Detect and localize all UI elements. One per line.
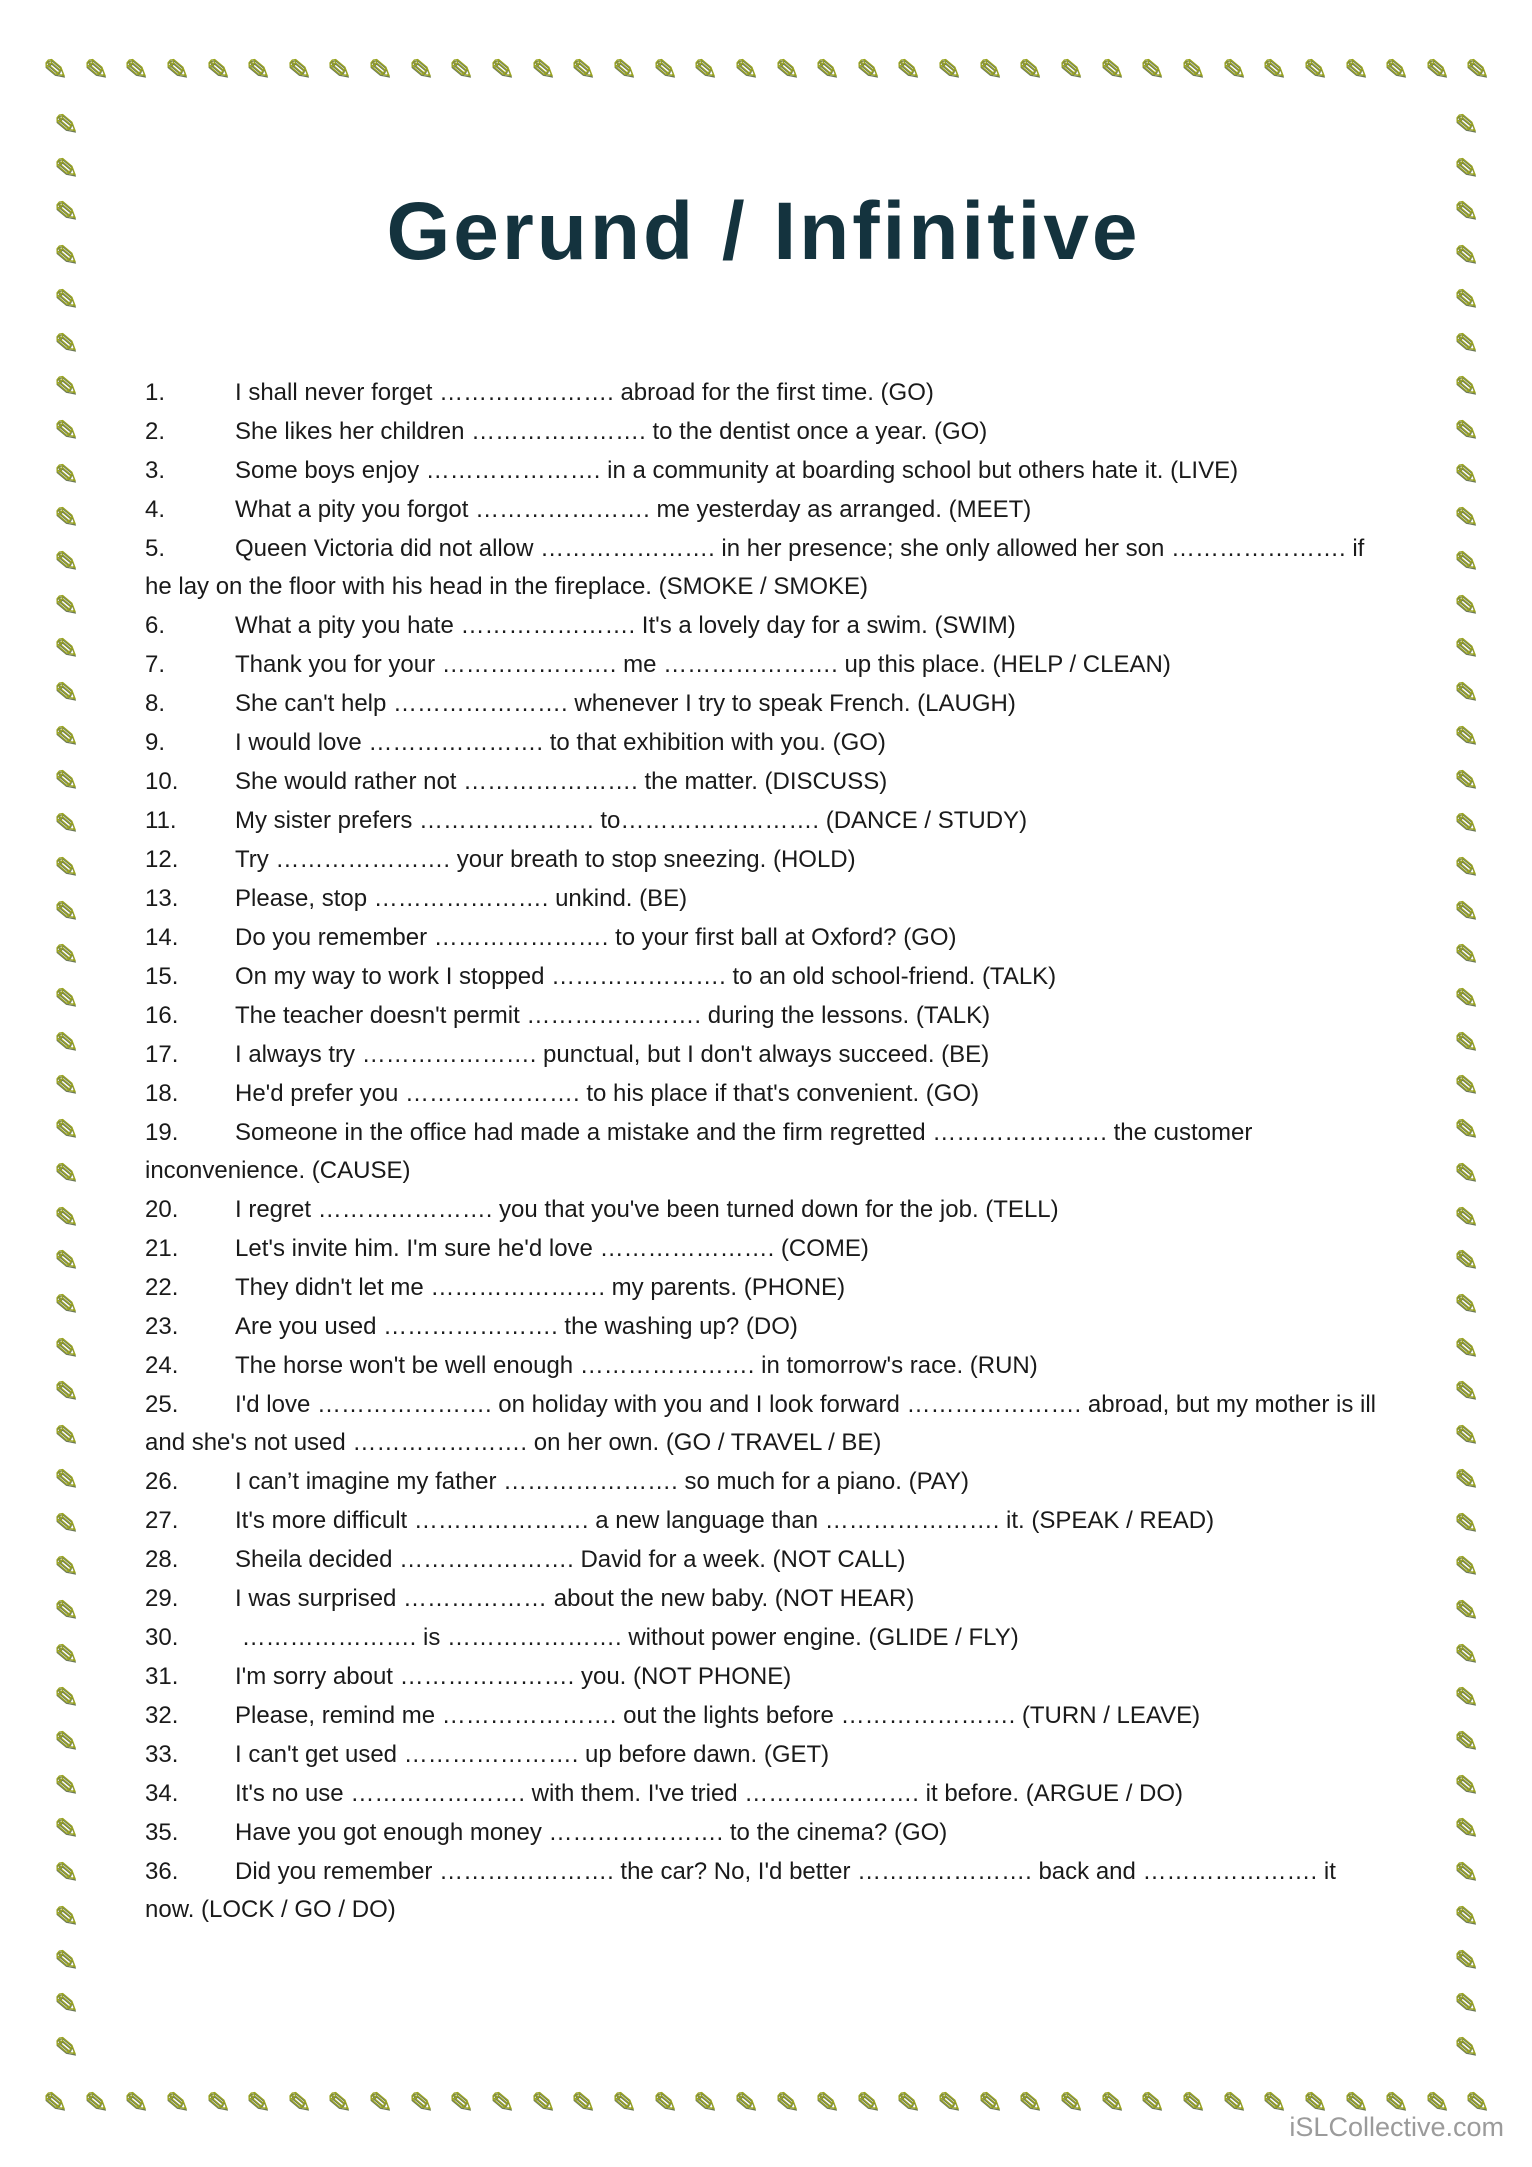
pencil-icon: ✏ (1446, 977, 1487, 1020)
pencil-icon: ✏ (1050, 48, 1092, 91)
item-number: 25. (145, 1391, 179, 1418)
item-text: Please, stop …………………. unkind. (BE) (235, 885, 688, 912)
list-item (145, 1814, 1382, 1852)
pencil-icon: ✏ (1446, 1109, 1487, 1151)
pencil-icon: ✏ (1446, 1983, 1487, 2025)
item-text: Did you remember …………………. the car? No, I'd better …………………. back and …………………. it now. (LOCK / GO / DO) (145, 1858, 1336, 1923)
pencil-icon: ✏ (46, 628, 87, 670)
pencil-icon: ✏ (1446, 1021, 1487, 1064)
list-item (145, 724, 1382, 762)
item-number: 13. (145, 885, 179, 912)
item-number: 9. (145, 729, 166, 756)
pencil-icon: ✏ (1446, 628, 1487, 670)
pencil-icon: ✏ (806, 48, 848, 91)
pencil-icon: ✏ (1446, 497, 1487, 539)
pencil-icon: ✏ (46, 1895, 87, 1938)
pencil-icon: ✏ (46, 366, 87, 408)
item-text: Do you remember …………………. to your first ball at Oxford? (GO) (235, 924, 957, 951)
list-item (145, 530, 1382, 606)
list-item (145, 413, 1382, 451)
list-item (145, 646, 1382, 684)
pencil-icon: ✏ (1446, 1152, 1487, 1195)
pencil-icon: ✏ (969, 48, 1010, 91)
item-text: I was surprised ……………… about the new baby. (NOT HEAR) (235, 1585, 915, 1612)
item-number: 18. (145, 1080, 179, 1107)
pencil-icon: ✏ (400, 2081, 441, 2124)
pencil-icon: ✏ (1446, 235, 1487, 277)
pencil-icon: ✏ (46, 1458, 87, 1501)
list-item (145, 1036, 1382, 1074)
pencil-icon: ✏ (1446, 1458, 1487, 1501)
pencil-icon: ✏ (1446, 846, 1487, 889)
pencil-icon: ✏ (46, 1065, 87, 1107)
pencil-icon: ✏ (1375, 48, 1417, 91)
list-item (145, 997, 1382, 1035)
pencil-icon: ✏ (46, 1677, 87, 1719)
pencil-icon: ✏ (1294, 48, 1335, 91)
pencil-icon: ✏ (46, 1589, 87, 1632)
pencil-icon: ✏ (46, 1983, 87, 2025)
pencil-icon: ✏ (1446, 715, 1487, 758)
item-text: Someone in the office had made a mistake and the firm regretted …………………. the customer inconvenience. (CAUSE) (145, 1119, 1253, 1184)
pencil-icon: ✏ (46, 103, 87, 146)
pencil-icon: ✏ (603, 48, 645, 91)
item-text: I regret …………………. you that you've been turned down for the job. (TELL) (235, 1196, 1059, 1223)
pencil-icon: ✏ (46, 759, 87, 801)
pencil-icon: ✏ (1335, 2081, 1376, 2124)
pencil-icon: ✏ (1446, 1677, 1487, 1719)
item-number: 17. (145, 1041, 179, 1068)
pencil-icon: ✏ (46, 890, 87, 932)
item-number: 6. (145, 612, 166, 639)
pencil-icon: ✏ (1446, 2026, 1487, 2069)
pencil-icon: ✏ (46, 1327, 87, 1370)
pencil-icon: ✏ (1457, 48, 1498, 91)
pencil-icon: ✏ (1416, 48, 1457, 91)
pencil-icon: ✏ (1131, 48, 1173, 91)
pencil-icon: ✏ (1050, 2081, 1092, 2124)
item-number: 24. (145, 1352, 179, 1379)
pencil-icon: ✏ (562, 48, 604, 91)
pencil-icon: ✏ (1446, 1808, 1487, 1850)
pencil-icon: ✏ (1446, 453, 1487, 495)
exercise-list (145, 374, 1382, 1929)
pencil-icon: ✏ (522, 2081, 563, 2124)
list-item (145, 802, 1382, 840)
list-item (145, 1658, 1382, 1696)
pencil-icon: ✏ (115, 2081, 157, 2124)
list-item (145, 491, 1382, 529)
pencil-icon: ✏ (1446, 890, 1487, 932)
pencil-icon: ✏ (46, 278, 87, 321)
item-text: She can't help …………………. whenever I try to speak French. (LAUGH) (235, 690, 1016, 717)
item-text: I can't get used …………………. up before dawn. (GET) (235, 1741, 830, 1768)
list-item (145, 1697, 1382, 1735)
pencil-icon: ✏ (1213, 2081, 1254, 2124)
pencil-icon: ✏ (278, 48, 319, 91)
item-number: 11. (145, 807, 177, 834)
item-number: 32. (145, 1702, 179, 1729)
pencil-icon: ✏ (1172, 2081, 1214, 2124)
item-text: Let's invite him. I'm sure he'd love …………………. (COME) (235, 1235, 869, 1262)
pencil-icon: ✏ (1446, 759, 1487, 801)
pencil-icon: ✏ (278, 2081, 319, 2124)
pencil-icon: ✏ (46, 1371, 87, 1413)
pencil-icon: ✏ (1446, 1414, 1487, 1457)
item-text: The horse won't be well enough …………………. in tomorrow's race. (RUN) (235, 1352, 1038, 1379)
pencil-icon: ✏ (1446, 672, 1487, 714)
pencil-icon: ✏ (806, 2081, 848, 2124)
pencil-icon: ✏ (46, 1720, 87, 1763)
item-number: 2. (145, 418, 166, 445)
pencil-icon: ✏ (46, 1152, 87, 1195)
pencil-icon: ✏ (1446, 1371, 1487, 1413)
list-item (145, 1541, 1382, 1579)
item-text: I'm sorry about …………………. you. (NOT PHONE) (235, 1663, 792, 1690)
pencil-icon: ✏ (1446, 1196, 1487, 1238)
pencil-icon: ✏ (46, 540, 87, 583)
pencil-icon: ✏ (1446, 366, 1487, 408)
pencil-icon: ✏ (1446, 1546, 1487, 1588)
list-item (145, 763, 1382, 801)
pencil-icon: ✏ (1172, 48, 1214, 91)
item-text: She would rather not …………………. the matter. (DISCUSS) (235, 768, 888, 795)
item-text: …………………. is …………………. without power engine. (GLIDE / FLY) (235, 1624, 1019, 1651)
item-text: I would love …………………. to that exhibition with you. (GO) (235, 729, 886, 756)
pencil-icon: ✏ (46, 497, 87, 539)
item-number: 1. (145, 379, 166, 406)
list-item (145, 1463, 1382, 1501)
pencil-icon: ✏ (644, 2081, 685, 2124)
pencil-icon: ✏ (1446, 1764, 1487, 1807)
list-item (145, 685, 1382, 723)
pencil-icon: ✏ (46, 584, 87, 627)
pencil-icon: ✏ (1446, 103, 1487, 146)
pencil-icon: ✏ (1446, 1852, 1487, 1894)
pencil-icon: ✏ (1446, 1633, 1487, 1675)
pencil-icon: ✏ (46, 1240, 87, 1282)
item-text: He'd prefer you …………………. to his place if that's convenient. (GO) (235, 1080, 980, 1107)
item-number: 21. (145, 1235, 179, 1262)
list-item (145, 1853, 1382, 1929)
list-item (145, 1619, 1382, 1657)
item-text: What a pity you hate …………………. It's a lovely day for a swim. (SWIM) (235, 612, 1016, 639)
pencil-icon: ✏ (441, 2081, 482, 2124)
pencil-icon: ✏ (46, 2026, 87, 2069)
item-number: 23. (145, 1313, 179, 1340)
pencil-icon: ✏ (1091, 2081, 1132, 2124)
pencil-icon: ✏ (46, 1196, 87, 1238)
pencil-icon: ✏ (888, 2081, 929, 2124)
pencil-icon: ✏ (1446, 1589, 1487, 1632)
pencil-icon: ✏ (46, 977, 87, 1020)
list-item (145, 1230, 1382, 1268)
pencil-icon: ✏ (928, 2081, 970, 2124)
pencil-icon: ✏ (441, 48, 482, 91)
item-number: 33. (145, 1741, 179, 1768)
item-number: 19. (145, 1119, 179, 1146)
item-number: 16. (145, 1002, 179, 1029)
list-item (145, 919, 1382, 957)
pencil-icon: ✏ (1010, 2081, 1051, 2124)
pencil-icon: ✏ (766, 48, 807, 91)
pencil-icon: ✏ (319, 48, 360, 91)
pencil-icon: ✏ (46, 803, 87, 845)
pencil-icon: ✏ (46, 934, 87, 976)
pencil-icon: ✏ (46, 235, 87, 277)
item-text: Some boys enjoy …………………. in a community at boarding school but others hate it. (LIVE) (235, 457, 1239, 484)
pencil-border-right (1444, 103, 1488, 2069)
list-item (145, 1736, 1382, 1774)
pencil-icon: ✏ (1446, 540, 1487, 583)
item-text: On my way to work I stopped …………………. to an old school-friend. (TALK) (235, 963, 1057, 990)
pencil-icon: ✏ (46, 409, 87, 452)
list-item (145, 1386, 1382, 1462)
item-number: 27. (145, 1507, 179, 1534)
pencil-icon: ✏ (684, 48, 726, 91)
item-number: 36. (145, 1858, 179, 1885)
pencil-icon: ✏ (684, 2081, 726, 2124)
item-number: 26. (145, 1468, 179, 1495)
pencil-icon: ✏ (75, 48, 116, 91)
pencil-icon: ✏ (197, 2081, 238, 2124)
item-number: 29. (145, 1585, 179, 1612)
item-text: It's no use …………………. with them. I've tried …………………. it before. (ARGUE / DO) (235, 1780, 1184, 1807)
item-text: Thank you for your …………………. me …………………. up this place. (HELP / CLEAN) (235, 651, 1171, 678)
pencil-icon: ✏ (46, 1414, 87, 1457)
pencil-icon: ✏ (46, 322, 87, 364)
pencil-icon: ✏ (75, 2081, 116, 2124)
list-item (145, 374, 1382, 412)
pencil-icon: ✏ (1446, 1283, 1487, 1326)
pencil-icon: ✏ (46, 1109, 87, 1151)
item-text: I always try …………………. punctual, but I don't always succeed. (BE) (235, 1041, 990, 1068)
item-text: Are you used …………………. the washing up? (DO) (235, 1313, 798, 1340)
item-text: The teacher doesn't permit …………………. during the lessons. (TALK) (235, 1002, 991, 1029)
item-number: 12. (145, 846, 179, 873)
pencil-icon: ✏ (46, 1939, 87, 1981)
pencil-icon: ✏ (46, 1633, 87, 1675)
pencil-icon: ✏ (1446, 1939, 1487, 1981)
item-text: She likes her children …………………. to the dentist once a year. (GO) (235, 418, 988, 445)
pencil-icon: ✏ (1446, 322, 1487, 364)
item-number: 35. (145, 1819, 179, 1846)
item-number: 28. (145, 1546, 179, 1573)
pencil-icon: ✏ (725, 48, 767, 91)
pencil-icon: ✏ (46, 1502, 87, 1544)
pencil-icon: ✏ (1446, 1240, 1487, 1282)
pencil-icon: ✏ (197, 48, 238, 91)
list-item (145, 1308, 1382, 1346)
pencil-icon: ✏ (1446, 584, 1487, 627)
list-item (145, 958, 1382, 996)
pencil-icon: ✏ (46, 191, 87, 233)
pencil-icon: ✏ (1213, 48, 1254, 91)
item-number: 10. (145, 768, 179, 795)
pencil-icon: ✏ (1446, 1065, 1487, 1107)
pencil-icon: ✏ (888, 48, 929, 91)
pencil-icon: ✏ (766, 2081, 807, 2124)
pencil-icon: ✏ (359, 48, 401, 91)
pencil-icon: ✏ (156, 2081, 198, 2124)
pencil-icon: ✏ (1446, 934, 1487, 976)
pencil-icon: ✏ (1446, 1720, 1487, 1763)
pencil-icon: ✏ (46, 453, 87, 495)
pencil-icon: ✏ (46, 1283, 87, 1326)
pencil-icon: ✏ (1253, 2081, 1295, 2124)
pencil-icon: ✏ (1091, 48, 1132, 91)
item-number: 31. (145, 1663, 179, 1690)
pencil-icon: ✏ (34, 48, 76, 91)
pencil-icon: ✏ (1294, 2081, 1335, 2124)
pencil-icon: ✏ (1131, 2081, 1173, 2124)
pencil-icon: ✏ (46, 1852, 87, 1894)
item-text: Sheila decided …………………. David for a week. (NOT CALL) (235, 1546, 906, 1573)
list-item (145, 841, 1382, 879)
pencil-icon: ✏ (46, 715, 87, 758)
list-item (145, 1580, 1382, 1618)
pencil-icon: ✏ (46, 1808, 87, 1850)
item-number: 4. (145, 496, 166, 523)
pencil-icon: ✏ (969, 2081, 1010, 2124)
item-text: They didn't let me …………………. my parents. (PHONE) (235, 1274, 846, 1301)
item-text: My sister prefers …………………. to……………………. (DANCE / STUDY) (235, 807, 1028, 834)
pencil-icon: ✏ (1457, 2081, 1498, 2124)
list-item (145, 1075, 1382, 1113)
pencil-border-left (44, 103, 88, 2069)
list-item (145, 607, 1382, 645)
pencil-icon: ✏ (1010, 48, 1051, 91)
pencil-icon: ✏ (1253, 48, 1295, 91)
item-number: 3. (145, 457, 166, 484)
item-text: I'd love …………………. on holiday with you and I look forward …………………. abroad, but my mother is ill and she's not used …………………. on her own. (GO / TRAVEL / BE) (145, 1391, 1376, 1456)
watermark: iSLCollective.com (1289, 2112, 1504, 2142)
pencil-icon: ✏ (46, 672, 87, 714)
pencil-icon: ✏ (603, 2081, 645, 2124)
worksheet-title: Gerund / Infinitive (386, 186, 1141, 277)
pencil-icon: ✏ (46, 1021, 87, 1064)
list-item (145, 1191, 1382, 1229)
pencil-border-bottom (34, 2081, 1498, 2125)
pencil-icon: ✏ (1446, 278, 1487, 321)
pencil-icon: ✏ (46, 1764, 87, 1807)
pencil-icon: ✏ (1446, 803, 1487, 845)
item-number: 7. (145, 651, 166, 678)
pencil-icon: ✏ (46, 147, 87, 190)
pencil-icon: ✏ (481, 48, 523, 91)
item-text: I can’t imagine my father …………………. so much for a piano. (PAY) (235, 1468, 970, 1495)
item-number: 14. (145, 924, 179, 951)
pencil-icon: ✏ (34, 2081, 76, 2124)
pencil-icon: ✏ (522, 48, 563, 91)
pencil-icon: ✏ (1446, 147, 1487, 190)
pencil-icon: ✏ (46, 846, 87, 889)
list-item (145, 452, 1382, 490)
item-number: 15. (145, 963, 179, 990)
item-text: It's more difficult …………………. a new language than …………………. it. (SPEAK / READ) (235, 1507, 1215, 1534)
pencil-icon: ✏ (359, 2081, 401, 2124)
item-text: Please, remind me …………………. out the lights before …………………. (TURN / LEAVE) (235, 1702, 1201, 1729)
pencil-icon: ✏ (847, 48, 888, 91)
pencil-icon: ✏ (1446, 1895, 1487, 1938)
pencil-icon: ✏ (156, 48, 198, 91)
pencil-icon: ✏ (928, 48, 970, 91)
pencil-icon: ✏ (847, 2081, 888, 2124)
list-item (145, 1775, 1382, 1813)
pencil-icon: ✏ (115, 48, 157, 91)
worksheet-content (145, 0, 1382, 1930)
pencil-icon: ✏ (1446, 191, 1487, 233)
item-number: 22. (145, 1274, 179, 1301)
list-item (145, 1114, 1382, 1190)
item-number: 34. (145, 1780, 179, 1807)
item-number: 20. (145, 1196, 179, 1223)
pencil-icon: ✏ (237, 2081, 279, 2124)
item-text: Queen Victoria did not allow …………………. in her presence; she only allowed her son …………………. if he lay on the floor with his head in the fireplace. (SMOKE / SMOKE) (145, 535, 1365, 600)
pencil-icon: ✏ (237, 48, 279, 91)
item-number: 30. (145, 1624, 179, 1651)
pencil-icon: ✏ (1446, 1502, 1487, 1544)
pencil-icon: ✏ (1375, 2081, 1417, 2124)
pencil-icon: ✏ (481, 2081, 523, 2124)
pencil-icon: ✏ (725, 2081, 767, 2124)
pencil-icon: ✏ (400, 48, 441, 91)
list-item (145, 1269, 1382, 1307)
list-item (145, 1347, 1382, 1385)
pencil-icon: ✏ (46, 1546, 87, 1588)
item-number: 8. (145, 690, 166, 717)
list-item (145, 880, 1382, 918)
item-number: 5. (145, 535, 166, 562)
item-text: Have you got enough money …………………. to the cinema? (GO) (235, 1819, 948, 1846)
item-text: Try …………………. your breath to stop sneezing. (HOLD) (235, 846, 856, 873)
pencil-icon: ✏ (1446, 1327, 1487, 1370)
pencil-icon: ✏ (1446, 409, 1487, 452)
pencil-icon: ✏ (319, 2081, 360, 2124)
item-text: I shall never forget …………………. abroad for the first time. (GO) (235, 379, 934, 406)
pencil-icon: ✏ (644, 48, 685, 91)
list-item (145, 1502, 1382, 1540)
item-text: What a pity you forgot …………………. me yesterday as arranged. (MEET) (235, 496, 1032, 523)
pencil-icon: ✏ (1335, 48, 1376, 91)
pencil-icon: ✏ (562, 2081, 604, 2124)
pencil-icon: ✏ (1416, 2081, 1457, 2124)
